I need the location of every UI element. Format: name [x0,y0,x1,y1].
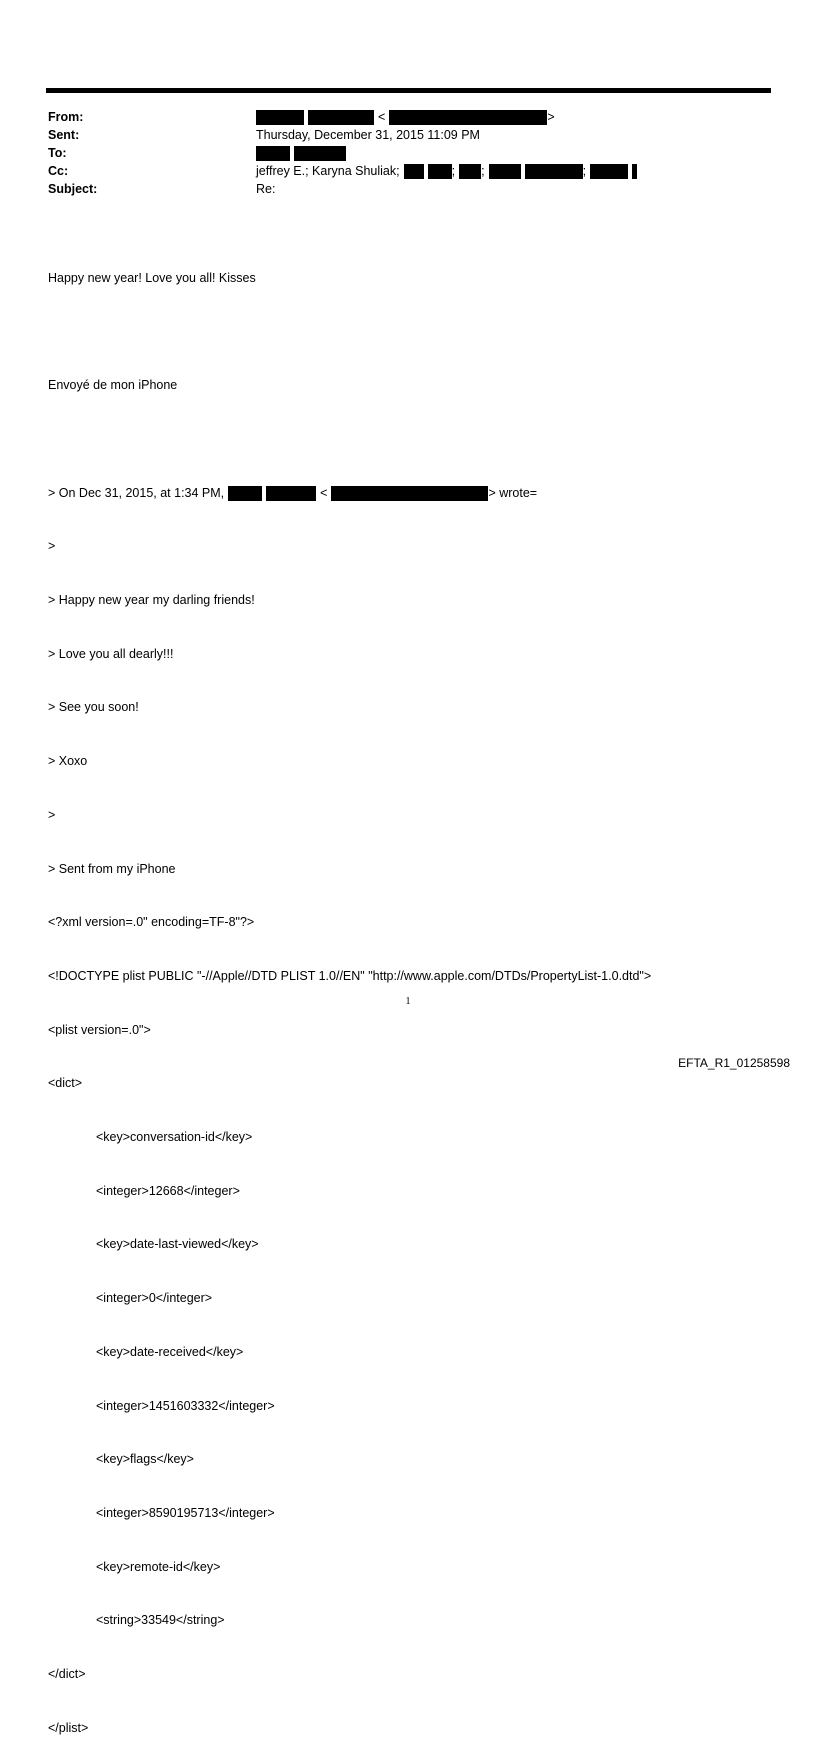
xml-line: <integer>1451603332</integer> [96,1398,275,1413]
redaction [228,486,262,501]
from-label: From: [48,110,84,124]
redaction [389,110,547,125]
body-line: Envoyé de mon iPhone [48,378,178,393]
header-rule [46,88,771,93]
cc-value [256,162,637,180]
redaction [459,164,481,179]
xml-line: <key>remote-id</key> [96,1559,221,1574]
from-row [48,108,637,126]
cc-visible: jeffrey E.; Karyna Shuliak; [256,164,400,178]
document-id: EFTA_R1_01258598 [678,1056,790,1070]
subject-row [48,180,637,198]
xml-line: </plist> [48,1720,89,1735]
quote-line: > [48,539,56,554]
cc-row [48,162,637,180]
to-row [48,144,637,162]
redaction [525,164,583,179]
sent-row [48,126,637,144]
xml-line: <key>date-last-viewed</key> [96,1237,259,1252]
redaction [308,110,374,125]
cc-label: Cc: [48,164,69,178]
quote-prefix: > On Dec 31, 2015, at 1:34 PM, [48,485,225,500]
xml-line: <!DOCTYPE plist PUBLIC "-//Apple//DTD PLIST 1.0//EN" "http://www.apple.com/DTDs/PropertyList-1.0.dtd"> [48,968,652,983]
quote-header-line [48,485,651,503]
to-label: To: [48,146,67,160]
xml-line: <integer>8590195713</integer> [96,1505,275,1520]
to-value [256,146,346,161]
subject-label: Subject: [48,182,98,196]
xml-line: <dict> [48,1076,83,1091]
body-line: Happy new year! Love you all! Kisses [48,270,256,285]
xml-line: <string>33549</string> [96,1613,225,1628]
redaction [428,164,452,179]
redaction [256,146,290,161]
xml-line: <integer>0</integer> [96,1291,213,1306]
page-number: 1 [405,996,411,1007]
email-body [48,234,651,1756]
cc-sep: ; [582,164,587,178]
xml-line: <?xml version=.0" encoding=TF-8"?> [48,915,255,930]
xml-line: </dict> [48,1667,86,1682]
xml-line: <plist version=.0"> [48,1022,151,1037]
from-lt: < [378,110,386,124]
quote-line: > See you soon! [48,700,139,715]
cc-sep: ; [451,164,456,178]
redaction [590,164,628,179]
redaction [632,164,637,179]
xml-line: <integer>12668</integer> [96,1183,240,1198]
xml-line: <key>date-received</key> [96,1344,244,1359]
redaction [294,146,346,161]
sent-label: Sent: [48,128,80,142]
redaction [256,110,304,125]
quote-suffix: > wrote= [488,485,538,500]
quote-line: > Happy new year my darling friends! [48,593,255,608]
subject-value: Re: [256,182,276,196]
redaction [331,486,488,501]
redaction [266,486,316,501]
redaction [489,164,521,179]
quote-lt: < [320,485,328,500]
xml-line: <key>flags</key> [96,1452,194,1467]
sent-value: Thursday, December 31, 2015 11:09 PM [256,128,480,142]
quote-line: > Love you all dearly!!! [48,646,174,661]
xml-line: <key>conversation-id</key> [96,1130,253,1145]
from-gt: > [547,110,555,124]
cc-sep: ; [481,164,485,178]
email-header [48,108,637,198]
from-value [256,108,555,126]
quote-line: > Xoxo [48,754,88,769]
quote-line: > Sent from my iPhone [48,861,176,876]
quote-line: > [48,807,56,822]
redaction [404,164,424,179]
